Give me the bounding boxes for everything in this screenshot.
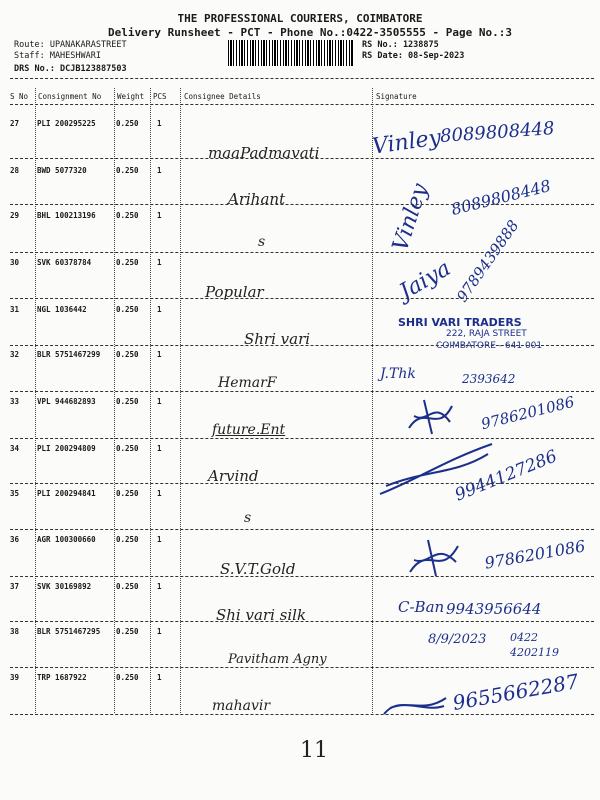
row-sno: 35 xyxy=(10,489,20,498)
phone-handwriting: 8089808448 xyxy=(439,118,556,147)
column-line xyxy=(35,88,36,713)
consignee-handwriting: Popular xyxy=(205,283,264,301)
col-weight: Weight xyxy=(117,92,145,101)
row-weight: 0.250 xyxy=(116,627,139,636)
phone-handwriting: 0422 4202119 xyxy=(510,631,559,659)
consignee-handwriting: S.V.T.Gold xyxy=(220,560,296,578)
consignee-handwriting: Arvind xyxy=(208,467,259,485)
row-sno: 31 xyxy=(10,305,20,314)
consignee-handwriting: s xyxy=(244,510,252,526)
row-weight: 0.250 xyxy=(116,397,139,406)
row-pcs: 1 xyxy=(157,166,162,175)
row-pcs: 1 xyxy=(157,582,162,591)
row-weight: 0.250 xyxy=(116,166,139,175)
row-sno: 37 xyxy=(10,582,20,591)
row-sno: 27 xyxy=(10,119,20,128)
row-divider xyxy=(10,204,594,205)
col-signature: Signature xyxy=(376,92,417,101)
divider xyxy=(10,104,594,105)
company-stamp xyxy=(398,316,558,356)
row-weight: 0.250 xyxy=(116,119,139,128)
signature: J.Thk xyxy=(380,366,416,382)
row-divider xyxy=(10,483,594,484)
divider xyxy=(10,78,594,79)
consignee-handwriting: s xyxy=(258,234,266,250)
drs-number: DRS No.: DCJB123887503 xyxy=(14,64,127,74)
row-weight: 0.250 xyxy=(116,673,139,682)
column-line xyxy=(372,88,373,713)
row-sno: 29 xyxy=(10,211,20,220)
row-divider xyxy=(10,576,594,577)
consignee-handwriting: mahavir xyxy=(212,698,271,714)
column-line xyxy=(114,88,115,713)
consignee-handwriting: Arihant xyxy=(228,190,286,208)
phone-handwriting: 9789439888 xyxy=(452,216,523,306)
row-divider xyxy=(10,529,594,530)
signature: Jaiya xyxy=(395,256,456,305)
row-pcs: 1 xyxy=(157,211,162,220)
row-weight: 0.250 xyxy=(116,211,139,220)
consignee-handwriting: Pavitham Agny xyxy=(228,652,327,667)
row-pcs: 1 xyxy=(157,535,162,544)
row-sno: 32 xyxy=(10,350,20,359)
row-divider xyxy=(10,667,594,668)
row-divider xyxy=(10,252,594,253)
row-consignment: NGL 1036442 xyxy=(37,305,87,314)
row-weight: 0.250 xyxy=(116,305,139,314)
row-sno: 36 xyxy=(10,535,20,544)
stamp-city: COIMBATORE - 641 001 xyxy=(436,341,543,351)
consignee-handwriting: Shri vari xyxy=(244,330,311,348)
phone-handwriting: 9786201086 xyxy=(483,536,587,573)
row-divider xyxy=(10,621,594,622)
row-sno: 28 xyxy=(10,166,20,175)
row-sno: 30 xyxy=(10,258,20,267)
page-count-handwriting: 11 xyxy=(300,738,328,763)
phone-handwriting: 9786201086 xyxy=(479,392,577,434)
row-consignment: BLR 5751467299 xyxy=(37,350,101,359)
signature: C-Ban xyxy=(398,598,445,616)
row-consignment: PLI 200294841 xyxy=(37,489,96,498)
col-consignee: Consignee Details xyxy=(184,92,261,101)
row-divider xyxy=(10,158,594,159)
route-label: Route: UPANAKARASTREET xyxy=(14,40,127,50)
row-weight: 0.250 xyxy=(116,582,139,591)
row-pcs: 1 xyxy=(157,397,162,406)
row-pcs: 1 xyxy=(157,258,162,267)
rs-number: RS No.: 1238875 xyxy=(362,40,439,50)
row-consignment: TRP 1687922 xyxy=(37,673,87,682)
stamp-address: 222, RAJA STREET xyxy=(446,329,527,339)
row-weight: 0.250 xyxy=(116,444,139,453)
consignee-handwriting: future.Ent xyxy=(212,422,286,438)
staff-label: Staff: MAHESHWARI xyxy=(14,51,101,61)
row-divider xyxy=(10,391,594,392)
row-pcs: 1 xyxy=(157,119,162,128)
runsheet-subtitle: Delivery Runsheet - PCT - Phone No.:0422-3505555 - Page No.:3 xyxy=(108,26,512,39)
signature: Vinley xyxy=(388,180,434,255)
row-divider xyxy=(10,714,594,715)
row-consignment: VPL 944682893 xyxy=(37,397,96,406)
rs-date: RS Date: 08-Sep-2023 xyxy=(362,51,465,61)
row-sno: 39 xyxy=(10,673,20,682)
row-consignment: AGR 100300660 xyxy=(37,535,96,544)
col-pcs: PCS xyxy=(153,92,167,101)
row-consignment: BWD 5077320 xyxy=(37,166,87,175)
row-weight: 0.250 xyxy=(116,258,139,267)
row-weight: 0.250 xyxy=(116,489,139,498)
row-pcs: 1 xyxy=(157,444,162,453)
row-sno: 34 xyxy=(10,444,20,453)
row-divider xyxy=(10,298,594,299)
barcode xyxy=(228,40,354,66)
row-weight: 0.250 xyxy=(116,350,139,359)
consignee-handwriting: Shi vari silk xyxy=(216,606,307,624)
column-line xyxy=(150,88,151,713)
phone-handwriting: 8089808448 xyxy=(449,175,553,220)
stamp-name: SHRI VARI TRADERS xyxy=(398,316,522,329)
row-consignment: SVK 30169892 xyxy=(37,582,92,591)
scribble-signature xyxy=(404,394,456,438)
phone-handwriting: 2393642 xyxy=(462,372,516,386)
column-line xyxy=(180,88,181,713)
row-consignment: SVK 60378784 xyxy=(37,258,92,267)
col-consignment: Consignment No xyxy=(38,92,102,101)
row-consignment: BLR 5751467295 xyxy=(37,627,101,636)
row-consignment: PLI 200295225 xyxy=(37,119,96,128)
col-sno: S No xyxy=(10,92,29,101)
signature: Vinley xyxy=(370,125,443,160)
runsheet-title: THE PROFESSIONAL COURIERS, COIMBATORE xyxy=(177,12,423,25)
consignee-handwriting: HemarF xyxy=(218,375,277,391)
scribble-signature xyxy=(406,536,462,580)
phone-handwriting: 9943956644 xyxy=(446,600,542,618)
row-pcs: 1 xyxy=(157,673,162,682)
row-divider xyxy=(10,438,594,439)
phone-handwriting: 9655662287 xyxy=(450,669,581,715)
phone-handwriting: 9944127286 xyxy=(452,446,560,506)
row-pcs: 1 xyxy=(157,489,162,498)
row-sno: 38 xyxy=(10,627,20,636)
scribble-signature xyxy=(380,690,450,720)
row-consignment: BHL 100213196 xyxy=(37,211,96,220)
row-weight: 0.250 xyxy=(116,535,139,544)
row-pcs: 1 xyxy=(157,350,162,359)
consignee-handwriting: maaPadmavati xyxy=(208,144,320,162)
row-consignment: PLI 200294809 xyxy=(37,444,96,453)
row-pcs: 1 xyxy=(157,305,162,314)
row-sno: 33 xyxy=(10,397,20,406)
delivery-date: 8/9/2023 xyxy=(428,632,487,647)
row-pcs: 1 xyxy=(157,627,162,636)
